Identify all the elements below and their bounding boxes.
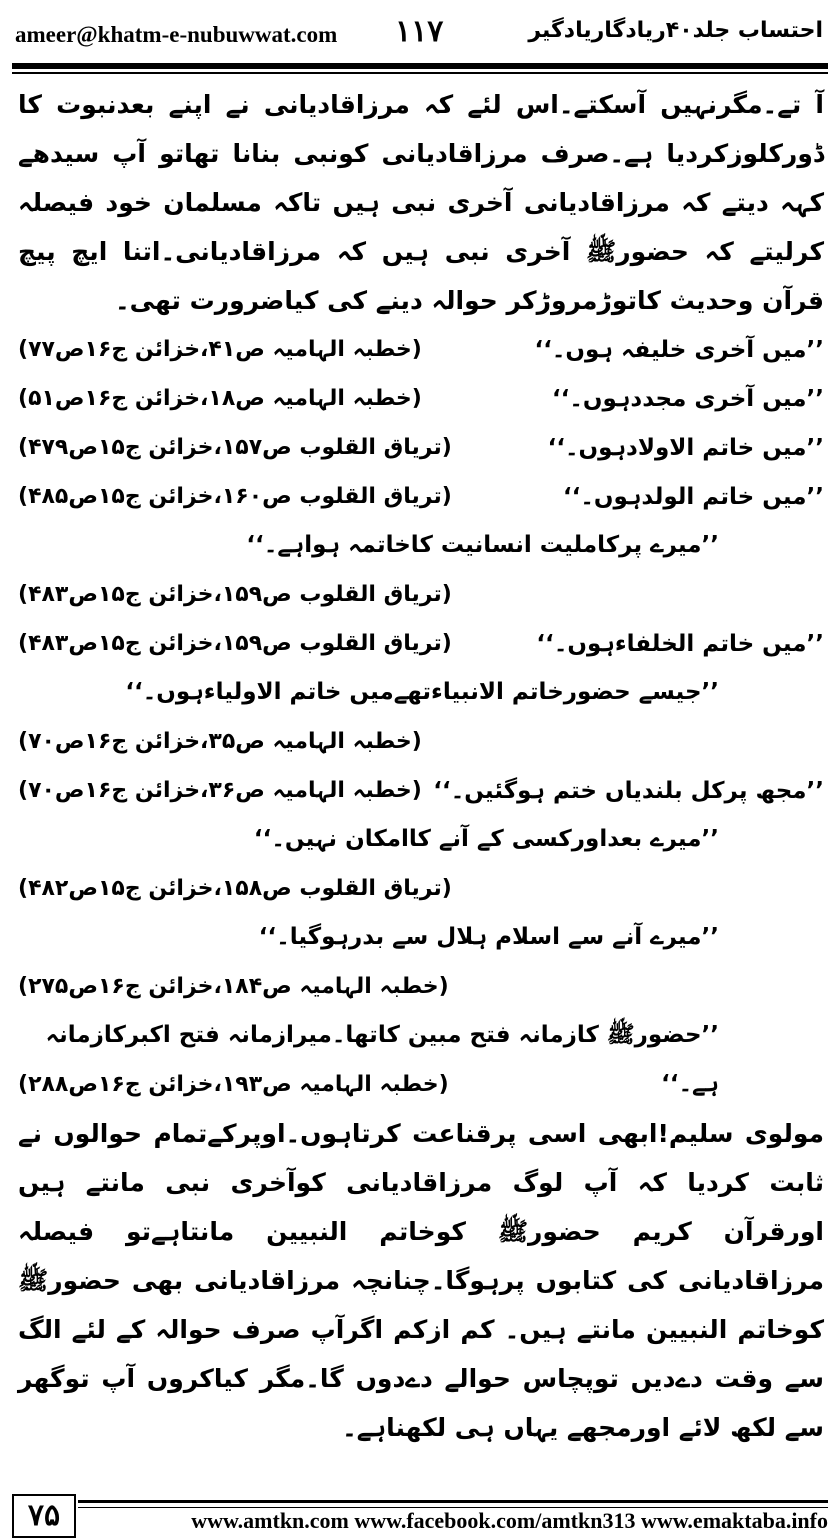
- quote-row: [18, 374, 824, 423]
- quote-reference: (تریاق القلوب ص۱۵۹،خزائن ج۱۵ص۴۸۳): [18, 582, 452, 607]
- header-rule-thin: [12, 72, 828, 74]
- quote-row: [18, 619, 824, 668]
- quote-reference: (تریاق القلوب ص۱۶۰،خزائن ج۱۵ص۴۸۵): [18, 484, 452, 509]
- header-page-number: ۱۱۷: [395, 14, 444, 49]
- header-book-title: احتساب جلد۴۰ریادگاریادگیر: [528, 18, 823, 43]
- header-email: ameer@khatm-e-nubuwwat.com: [15, 22, 338, 47]
- quote-text: ’’میں خاتم الولدہوں۔‘‘: [562, 483, 824, 510]
- quote-text: ’’جیسے حضورخاتم الانبیاءتھےمیں خاتم الاولیاءہوں۔‘‘: [125, 679, 719, 705]
- header-rule-thick: [12, 63, 828, 69]
- page-body: [18, 80, 824, 1452]
- quote-text: ’’مجھ پرکل بلندیاں ختم ہوگئیں۔‘‘: [433, 777, 824, 804]
- quote-text: ’’میرے پرکاملیت انسانیت کاخاتمہ ہواہے۔‘‘: [246, 532, 719, 558]
- footer-rule-thick: [78, 1500, 828, 1503]
- quote-reference: (خطبہ الہامیہ ص۴۱،خزائن ج۱۶ص۷۷): [18, 337, 422, 362]
- page-header: [0, 0, 840, 66]
- quote-text: ’’میں خاتم الاولادہوں۔‘‘: [547, 434, 824, 461]
- quote-row: [18, 766, 824, 815]
- quote-reference: (تریاق القلوب ص۱۵۷،خزائن ج۱۵ص۴۷۹): [18, 435, 452, 460]
- footer-page-number: ۷۵: [12, 1494, 76, 1538]
- quote-reference: (خطبہ الہامیہ ص۱۸۴،خزائن ج۱۶ص۲۷۵): [18, 974, 449, 999]
- paragraph-intro: آ تے۔مگرنہیں آسکتے۔اس لئے کہ مرزاقادیانی نے اپنے بعدنبوت کا ڈورکلوزکردیا ہے۔صرف مرزاقادیانی کونبی بنانا تھاتو آپ سیدھے کہہ دیتے کہ مرزاقادیانی آخری نبی ہیں تاکہ مسلمان خود فیصلہ کرلیتے کہ حضورﷺ آخری نبی ہیں کہ مرزاقادیانی۔اتنا ایچ پیچ قرآن وحدیث کاتوڑمروڑکر حوالہ دینے کی کیاضرورت تھی۔: [18, 90, 824, 315]
- quote-reference: (خطبہ الہامیہ ص۱۸،خزائن ج۱۶ص۵۱): [18, 386, 422, 411]
- page-footer: [0, 1494, 840, 1540]
- quote-text: ’’میرے بعداورکسی کے آنے کاامکان نہیں۔‘‘: [253, 826, 719, 852]
- footer-links: www.amtkn.com www.facebook.com/amtkn313 www.emaktaba.info: [191, 1508, 828, 1533]
- quote-reference: (تریاق القلوب ص۱۵۹،خزائن ج۱۵ص۴۸۳): [18, 631, 452, 656]
- quote-row: [18, 472, 824, 521]
- quote-text: ’’میرے آنے سے اسلام ہلال سے بدرہوگیا۔‘‘: [258, 924, 719, 950]
- quote-text: ’’میں خاتم الخلفاءہوں۔‘‘: [536, 630, 824, 657]
- quote-row: [18, 423, 824, 472]
- quote-reference: (خطبہ الہامیہ ص۱۹۳،خزائن ج۱۶ص۲۸۸): [18, 1072, 449, 1097]
- quote-reference: (تریاق القلوب ص۱۵۸،خزائن ج۱۵ص۴۸۲): [18, 876, 452, 901]
- quote-reference: (خطبہ الہامیہ ص۳۵،خزائن ج۱۶ص۷۰): [18, 729, 422, 754]
- quote-text: ’’میں آخری مجددہوں۔‘‘: [551, 385, 824, 412]
- quote-text: ’’حضورﷺ کازمانہ فتح مبین کاتھا۔میرازمانہ فتح اکبرکازمانہ ہے۔‘‘: [45, 1022, 719, 1097]
- quote-reference: (خطبہ الہامیہ ص۳۶،خزائن ج۱۶ص۷۰): [18, 778, 422, 803]
- paragraph-conclusion: مولوی سلیم!ابھی اسی پرقناعت کرتاہوں۔اوپرکےتمام حوالوں نے ثابت کردیا کہ آپ لوگ مرزاقادیانی کوآخری نبی مانتے ہیں اورقرآن کریم حضورﷺ کوخاتم النبیین مانتاہےتو فیصلہ مرزاقادیانی کی کتابوں پرہوگا۔چنانچہ مرزاقادیانی بھی حضورﷺ کوخاتم النبیین مانتے ہیں۔ کم ازکم اگرآپ صرف حوالہ کے لئے الگ سے وقت دےدیں توپچاس حوالے دےدوں گا۔مگر کیاکروں آپ توگھر سے لکھ لائے اورمجھے یہاں ہی لکھناہے۔: [18, 1119, 824, 1442]
- quote-row: [18, 325, 824, 374]
- quote-text: ’’میں آخری خلیفہ ہوں۔‘‘: [534, 336, 824, 363]
